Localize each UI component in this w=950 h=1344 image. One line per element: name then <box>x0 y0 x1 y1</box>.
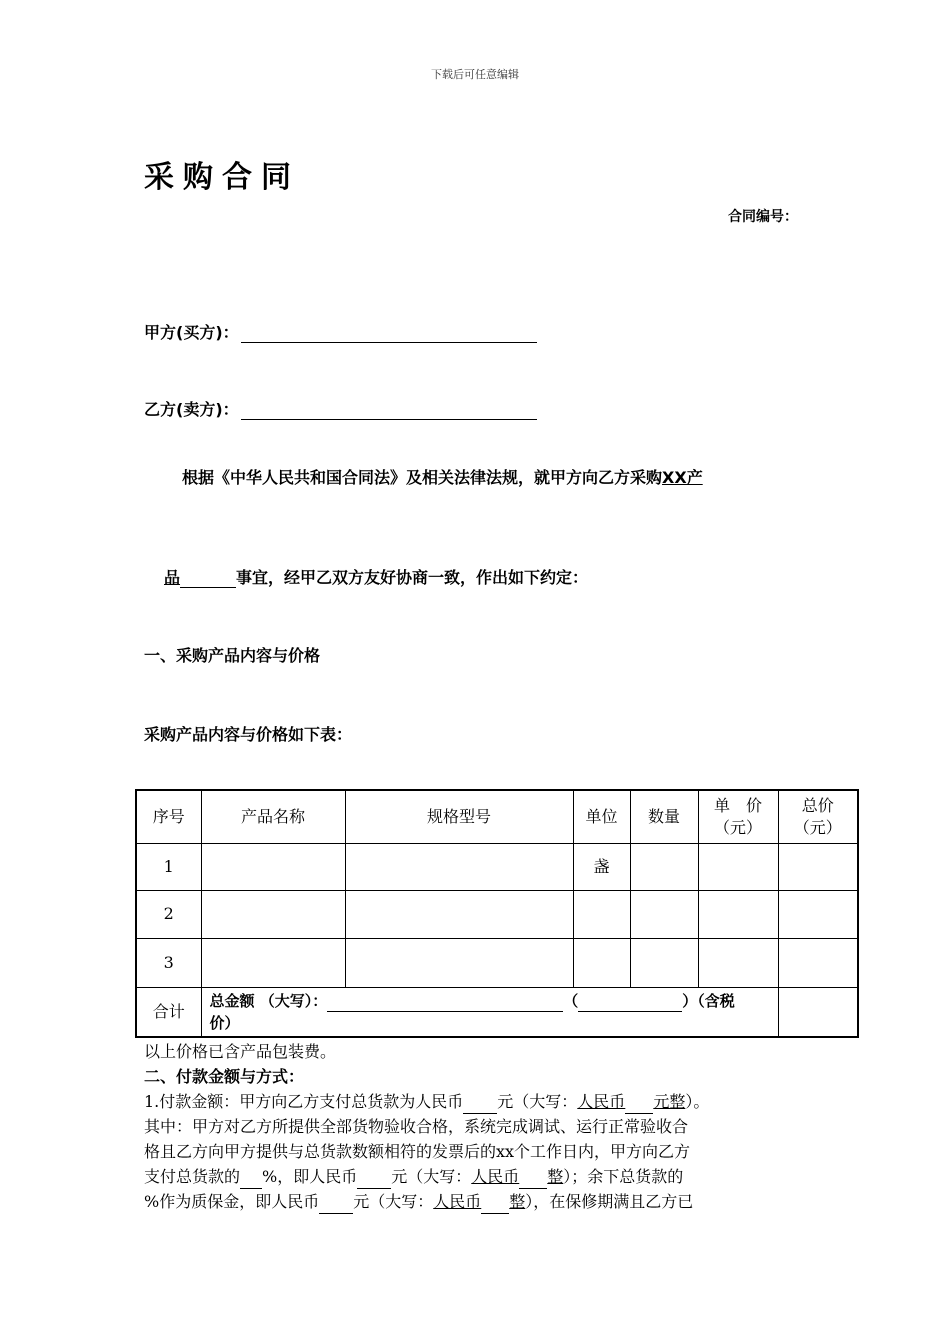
row-total-price-cell <box>778 843 858 890</box>
p5-text-c: 人民币 <box>433 1192 482 1211</box>
payment-line-5 <box>144 1189 824 1214</box>
row-spec-cell <box>345 843 573 890</box>
p5-blank-2 <box>481 1196 509 1214</box>
document-title: 采购合同 <box>144 160 300 195</box>
unit-price-line1: 单 价 <box>713 795 762 815</box>
p4-blank <box>240 1171 262 1189</box>
total-amount-cell <box>201 987 778 1037</box>
table-row <box>136 938 858 987</box>
row-product-cell <box>201 938 345 987</box>
intro-product-cont: 品 <box>164 568 181 587</box>
p1-text-c: 人民币 <box>577 1092 626 1111</box>
table-total-row <box>136 987 858 1037</box>
payment-line-1 <box>144 1089 824 1114</box>
table-row <box>136 843 858 890</box>
p1-text-b: 元（大写： <box>497 1092 578 1111</box>
price-note: 以上价格已含产品包装费。 <box>144 1042 337 1061</box>
section-1-subheading: 采购产品内容与价格如下表： <box>144 725 353 744</box>
total-blank-1 <box>327 993 563 1012</box>
total-price-cell <box>778 987 858 1037</box>
party-a-blank <box>241 325 537 343</box>
party-a-label: 甲方(买方)： <box>144 323 239 342</box>
row-unit-price-cell <box>698 890 778 938</box>
unit-price-line2: （元） <box>713 817 762 837</box>
col-header-total-price <box>778 790 858 843</box>
section-1-heading: 一、采购产品内容与价格 <box>144 646 321 665</box>
product-table <box>135 789 859 1038</box>
total-text-2: （ <box>563 991 579 1010</box>
p1-blank <box>463 1096 497 1114</box>
contract-number-label: 合同编号： <box>728 209 798 225</box>
p4-text-a: 支付总货款的 <box>144 1167 241 1186</box>
row-unit <box>573 938 630 987</box>
row-no: 1 <box>136 843 201 890</box>
payment-line-3: 格且乙方向甲方提供与总货款数额相符的发票后的xx个工作日内，甲方向乙方 <box>144 1142 691 1161</box>
row-unit: 盏 <box>573 843 630 890</box>
row-product-cell <box>201 890 345 938</box>
p4-blank-3 <box>519 1171 547 1189</box>
row-total-price-cell <box>778 938 858 987</box>
intro-line-1 <box>182 465 703 488</box>
p4-text-d: 人民币 <box>471 1167 520 1186</box>
total-blank-2 <box>578 993 682 1012</box>
col-header-qty: 数量 <box>630 790 698 843</box>
payment-line-2: 其中：甲方对乙方所提供全部货物验收合格，系统完成调试、运行正常验收合 <box>144 1117 689 1136</box>
total-text-3: ）（含税 <box>682 991 735 1010</box>
p4-text-e: 整 <box>547 1167 564 1186</box>
row-spec-cell <box>345 938 573 987</box>
p1-text-a: 1.付款金额：甲方向乙方支付总货款为人民币 <box>144 1092 464 1111</box>
intro-text-2: 事宜，经甲乙双方友好协商一致，作出如下约定： <box>236 568 589 587</box>
intro-blank <box>180 570 236 588</box>
col-header-unit-price <box>698 790 778 843</box>
p4-text-b: %，即人民币 <box>262 1167 358 1186</box>
row-spec-cell <box>345 890 573 938</box>
row-unit <box>573 890 630 938</box>
intro-text-1: 根据《中华人民共和国合同法》及相关法律法规，就甲方向乙方采购 <box>182 468 663 487</box>
p4-text-f: ）；余下总货款的 <box>563 1167 684 1186</box>
p5-text-d: 整 <box>509 1192 526 1211</box>
row-product-cell <box>201 843 345 890</box>
total-label: 合计 <box>136 987 201 1037</box>
p4-text-c: 元（大写： <box>391 1167 472 1186</box>
table-row <box>136 890 858 938</box>
section-2-heading: 二、付款金额与方式： <box>144 1067 305 1086</box>
party-b-blank <box>241 402 537 420</box>
total-price-line2: （元） <box>793 817 842 837</box>
row-unit-price-cell <box>698 843 778 890</box>
party-a <box>144 320 537 343</box>
total-text-1: 总金额 （大写）： <box>209 991 328 1010</box>
p1-text-e: ）。 <box>685 1092 710 1111</box>
row-no: 3 <box>136 938 201 987</box>
row-total-price-cell <box>778 890 858 938</box>
col-header-no: 序号 <box>136 790 201 843</box>
payment-section <box>144 1039 824 1214</box>
col-header-product: 产品名称 <box>201 790 345 843</box>
p4-blank-2 <box>357 1171 391 1189</box>
col-header-spec: 规格型号 <box>345 790 573 843</box>
total-price-line1: 总价 <box>801 795 834 815</box>
p5-text-b: 元（大写： <box>353 1192 434 1211</box>
p1-text-d: 元整 <box>653 1092 686 1111</box>
payment-line-4 <box>144 1164 824 1189</box>
p1-blank-2 <box>625 1096 653 1114</box>
row-unit-price-cell <box>698 938 778 987</box>
total-text-4: 价） <box>209 1013 240 1032</box>
p5-text-a: %作为质保金，即人民币 <box>144 1192 320 1211</box>
header-watermark: 下载后可任意编辑 <box>431 68 519 81</box>
row-no: 2 <box>136 890 201 938</box>
row-qty-cell <box>630 938 698 987</box>
party-b <box>144 397 537 420</box>
p5-blank <box>319 1196 353 1214</box>
intro-product: XX产 <box>662 468 703 487</box>
row-qty-cell <box>630 890 698 938</box>
row-qty-cell <box>630 843 698 890</box>
table-header-row <box>136 790 858 843</box>
p5-text-e: ），在保修期满且乙方已 <box>525 1192 694 1211</box>
col-header-unit: 单位 <box>573 790 630 843</box>
intro-line-2 <box>164 565 588 588</box>
party-b-label: 乙方(卖方)： <box>144 400 239 419</box>
